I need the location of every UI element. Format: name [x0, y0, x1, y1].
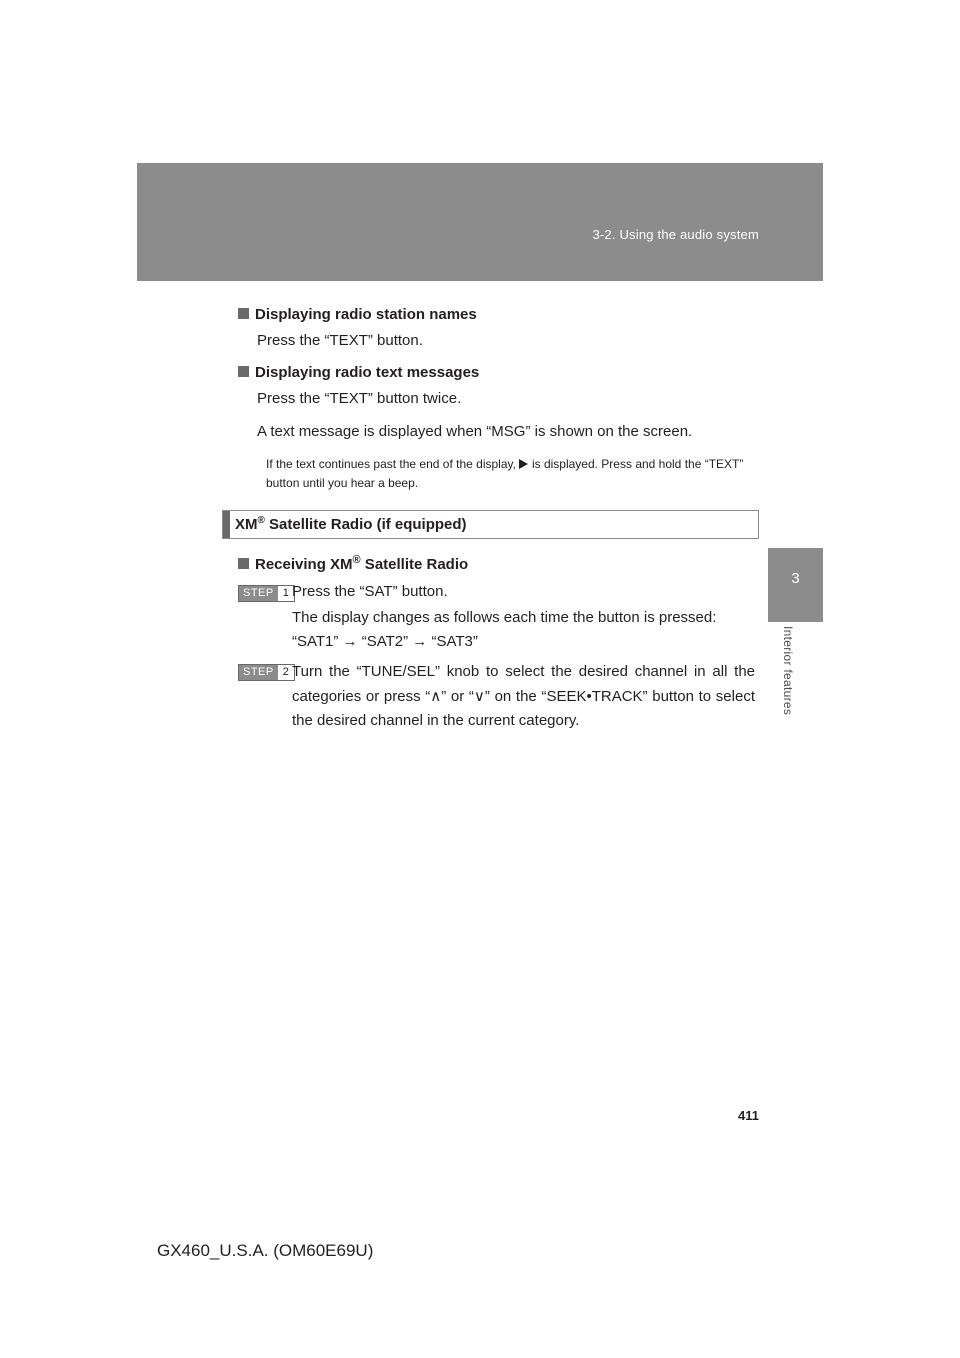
step-1-detail: The display changes as follows each time the button is pressed:: [292, 609, 717, 626]
xm-section-title: [235, 515, 467, 533]
registered-mark: ®: [352, 554, 361, 566]
xm-title-rest: Satellite Radio (if equipped): [264, 516, 467, 533]
text-messages-note: [266, 455, 755, 493]
station-names-heading: [238, 306, 477, 323]
text-messages-detail: A text message is displayed when “MSG” is shown on the screen.: [257, 423, 693, 440]
square-bullet-icon: [238, 366, 249, 377]
play-arrow-icon: [519, 459, 528, 469]
registered-mark: ®: [257, 515, 265, 526]
page-number: 411: [738, 1108, 759, 1123]
step-number: 1: [278, 586, 294, 601]
square-bullet-icon: [238, 308, 249, 319]
text-messages-heading: [238, 364, 479, 381]
text-messages-heading-text: Displaying radio text messages: [255, 364, 480, 381]
section-reference: 3-2. Using the audio system: [592, 227, 759, 242]
receiving-heading-rest: Satellite Radio: [360, 556, 469, 573]
step-number: 2: [278, 665, 294, 680]
step-word: STEP: [239, 665, 278, 680]
step-1-sequence: “SAT1” → “SAT2” → “SAT3”: [292, 633, 478, 650]
step-1-instruction: Press the “SAT” button.: [292, 583, 448, 600]
document-code: GX460_U.S.A. (OM60E69U): [157, 1241, 374, 1260]
receiving-xm-heading: [238, 554, 468, 573]
chapter-number: 3: [791, 570, 800, 587]
note-text-after-icon: is displayed. Press and hold the “TEXT” button until you hear a beep.: [266, 457, 744, 490]
text-messages-instruction: Press the “TEXT” button twice.: [257, 390, 462, 407]
chapter-header-band: [137, 163, 823, 281]
chapter-tab: [768, 548, 823, 622]
step-2-instruction: Turn the “TUNE/SEL” knob to select the desired channel in all the categories or press “∧” or “∨” on the “SEEK•TRACK” button to select the desired channel in the current category.: [292, 663, 755, 729]
step-word: STEP: [239, 586, 278, 601]
receiving-heading-brand: Receiving XM: [255, 556, 353, 573]
station-names-instruction: Press the “TEXT” button.: [257, 332, 423, 349]
square-bullet-icon: [238, 558, 249, 569]
chapter-label: Interior features: [781, 626, 795, 716]
xm-section-title-box: [222, 510, 759, 539]
step-1-badge: [238, 585, 295, 602]
xm-title-brand: XM: [235, 516, 258, 533]
chapter-label-area: [768, 622, 823, 742]
section-title-bar: [223, 511, 230, 538]
step-2-badge: [238, 664, 295, 681]
note-text-before-icon: If the text continues past the end of the display,: [266, 457, 516, 471]
station-names-heading-text: Displaying radio station names: [255, 306, 477, 323]
